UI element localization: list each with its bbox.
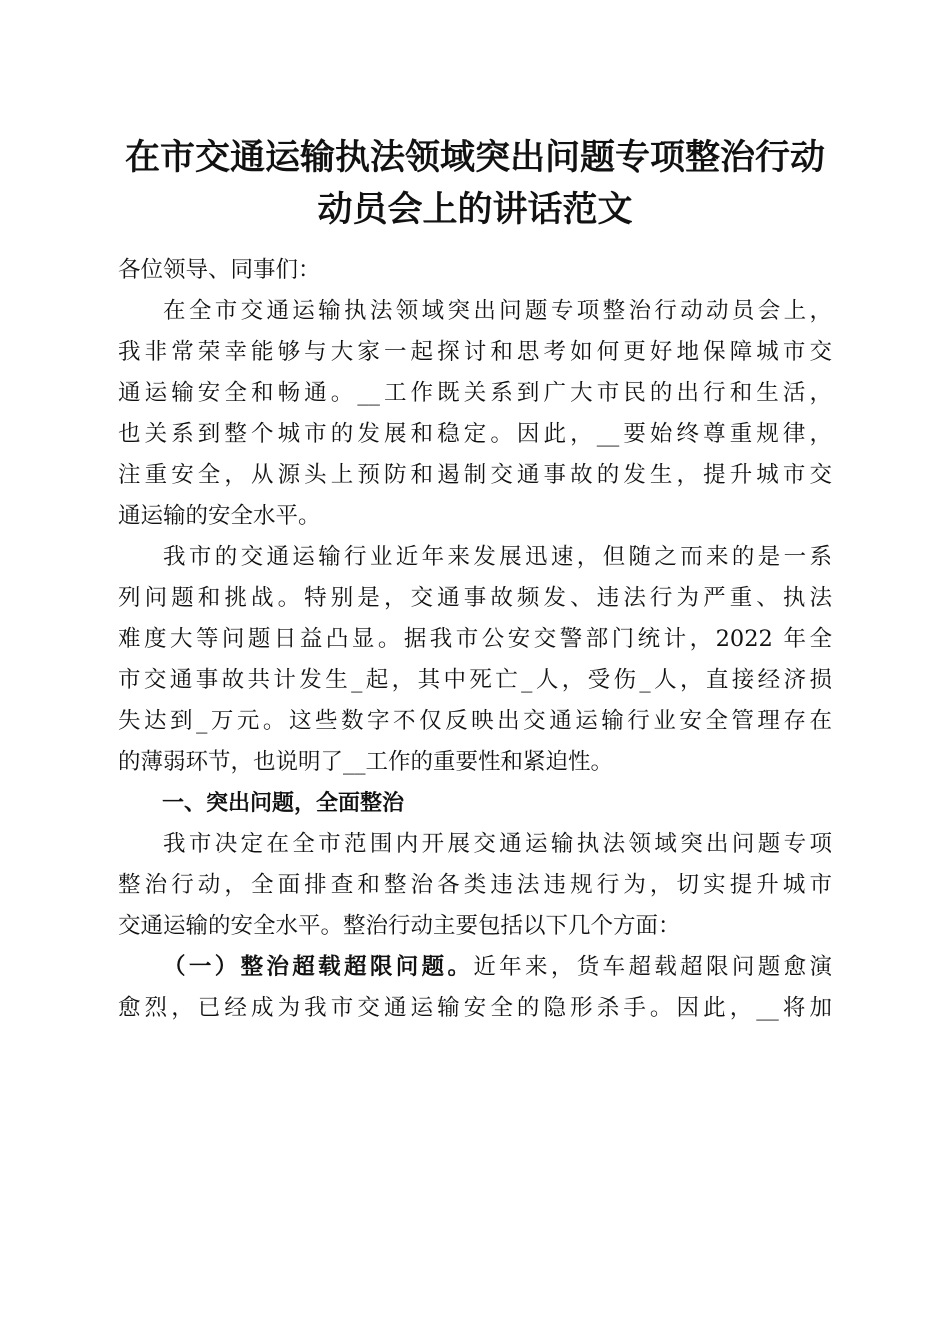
section-heading-1: 一、突出问题，全面整治 bbox=[162, 791, 405, 816]
document-title bbox=[100, 132, 850, 236]
paragraph-1 bbox=[118, 291, 832, 537]
paragraph-line: 我市决定在全市范围内开展交通运输执法领域突出问题专项 bbox=[163, 831, 832, 857]
title-line-2: 动员会上的讲话范文 bbox=[317, 189, 633, 230]
paragraph-line: 我非常荣幸能够与大家一起探讨和思考如何更好地保障城市交 bbox=[118, 339, 832, 365]
title-line-1: 在市交通运输执法领域突出问题专项整治行动 bbox=[124, 137, 825, 178]
paragraph-line: 整治行动，全面排查和整治各类违法违规行为，切实提升城市 bbox=[118, 872, 832, 898]
paragraph-line: 市交通事故共计发生_起，其中死亡_人，受伤_人，直接经济损 bbox=[118, 667, 832, 693]
paragraph-line: 也关系到整个城市的发展和稳定。因此，__要始终尊重规律， bbox=[118, 421, 832, 447]
paragraph-line: 注重安全，从源头上预防和遏制交通事故的发生，提升城市交 bbox=[118, 462, 832, 488]
paragraph-3 bbox=[118, 824, 832, 947]
paragraph-line: 愈烈，已经成为我市交通运输安全的隐形杀手。因此，__将加 bbox=[118, 995, 832, 1021]
paragraph-line: 难度大等问题日益凸显。据我市公安交警部门统计，2022 年全 bbox=[118, 626, 832, 652]
document-body bbox=[118, 250, 832, 1029]
paragraph-line: 我市的交通运输行业近年来发展迅速，但随之而来的是一系 bbox=[163, 544, 832, 570]
paragraph-line: 列问题和挑战。特别是，交通事故频发、违法行为严重、执法 bbox=[118, 585, 832, 611]
paragraph-line: 失达到_万元。这些数字不仅反映出交通运输行业安全管理存在 bbox=[118, 708, 832, 734]
paragraph-line-text: 近年来，货车超载超限问题愈演 bbox=[473, 954, 832, 980]
paragraph-line: 通运输的安全水平。 bbox=[118, 503, 321, 529]
paragraph-line bbox=[118, 947, 832, 988]
paragraph-line: 在全市交通运输执法领域突出问题专项整治行动动员会上， bbox=[163, 298, 832, 324]
paragraph-4 bbox=[118, 947, 832, 1029]
paragraph-line: 交通运输的安全水平。整治行动主要包括以下几个方面： bbox=[118, 913, 681, 939]
paragraph-line: 通运输安全和畅通。__工作既关系到广大市民的出行和生活， bbox=[118, 380, 832, 406]
subsection-lead: （一）整治超载超限问题。 bbox=[163, 954, 474, 980]
salutation: 各位领导、同事们： bbox=[118, 257, 321, 283]
paragraph-line: 的薄弱环节，也说明了__工作的重要性和紧迫性。 bbox=[118, 749, 614, 775]
paragraph-2 bbox=[118, 537, 832, 783]
